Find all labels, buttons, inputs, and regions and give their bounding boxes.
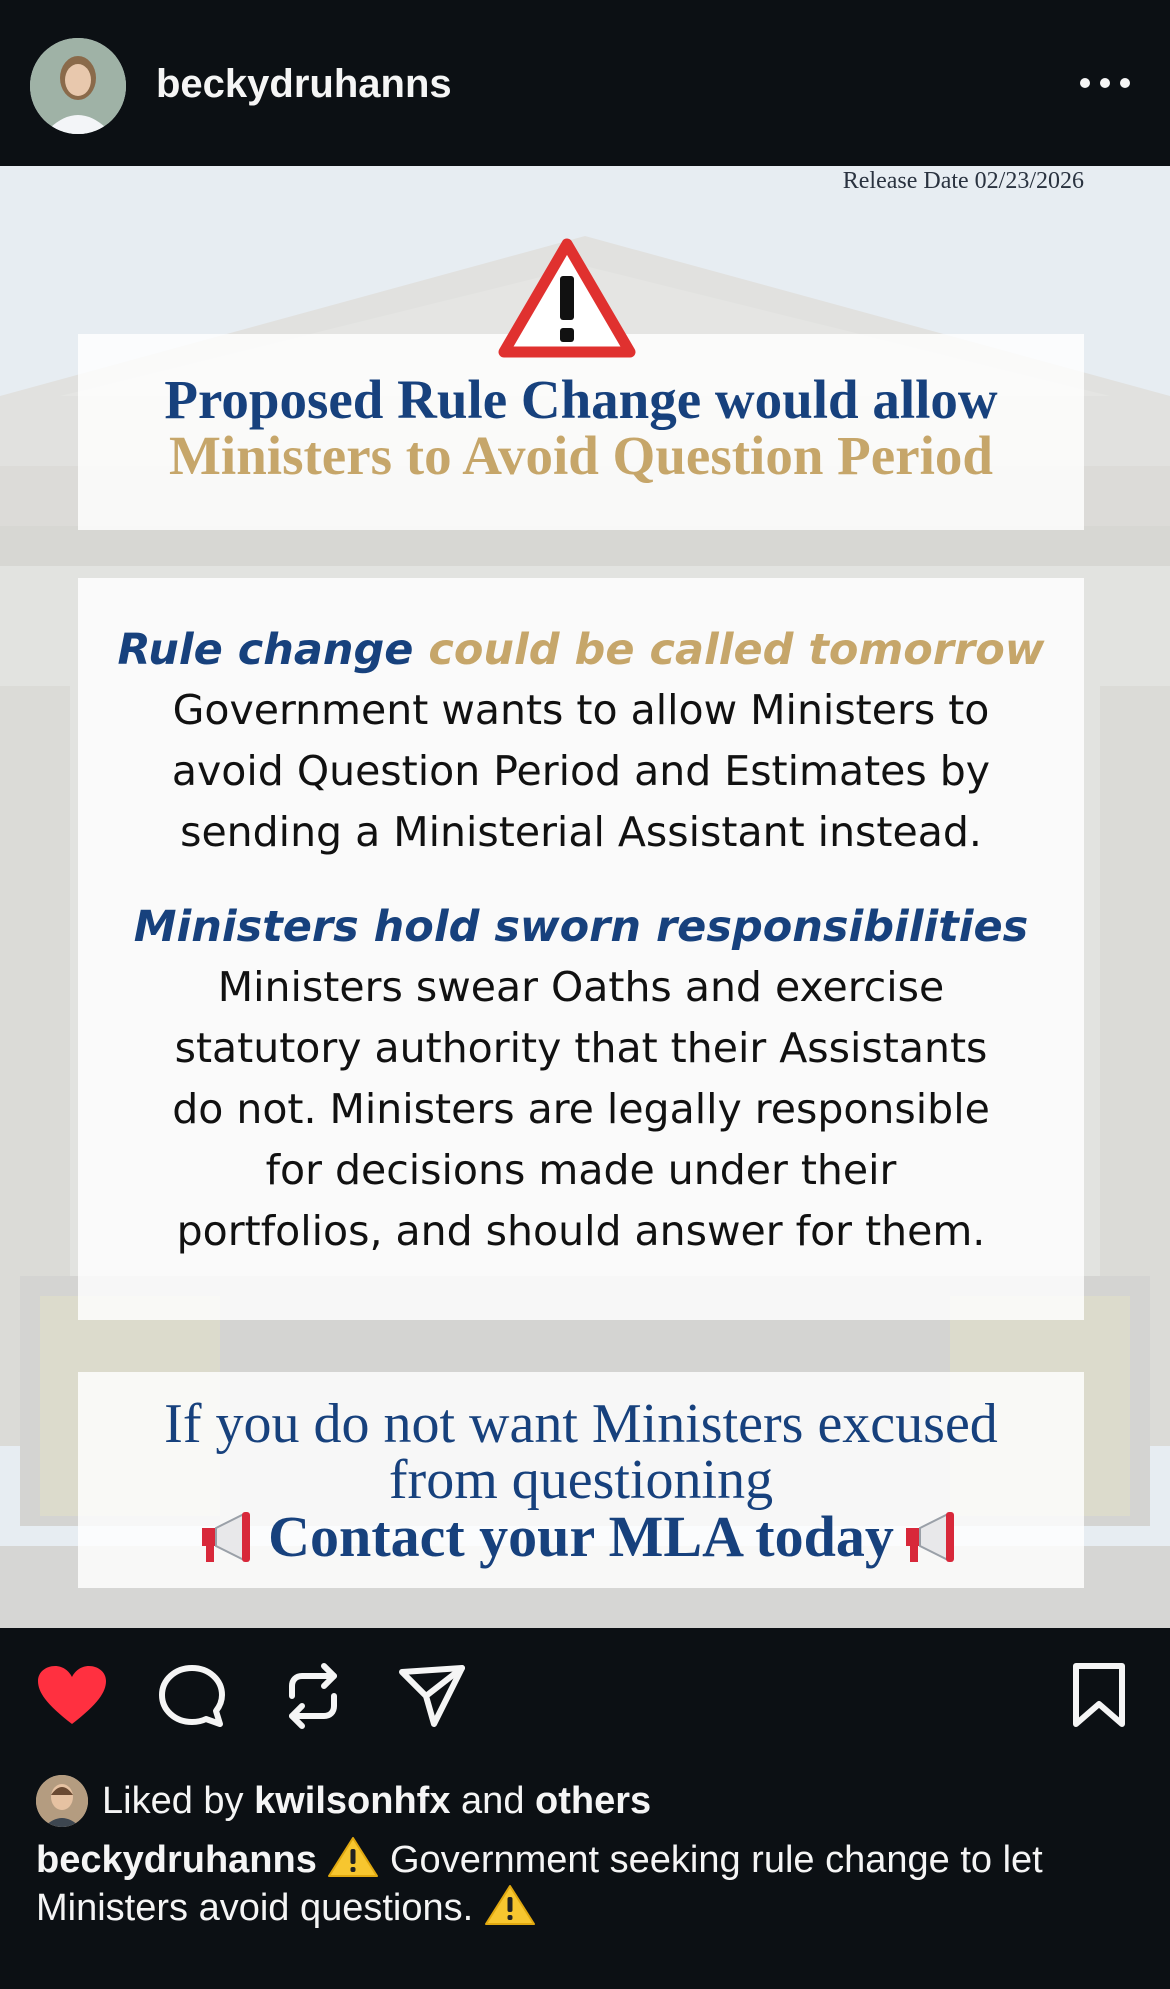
likes-user[interactable]: kwilsonhfx	[254, 1779, 451, 1822]
bookmark-icon[interactable]	[1070, 1662, 1128, 1730]
warning-emoji-icon	[484, 1884, 536, 1926]
caption-username[interactable]: beckydruhanns	[36, 1839, 317, 1881]
share-icon[interactable]	[398, 1664, 466, 1728]
section2-heading: Ministers hold sworn responsibilities	[133, 902, 1029, 952]
post-caption	[36, 1836, 1136, 1932]
section2-line: Ministers swear Oaths and exercise	[217, 963, 945, 1011]
post-header	[0, 38, 1170, 166]
status-bar	[0, 0, 1170, 39]
cta-line3: Contact your MLA today	[268, 1504, 894, 1569]
section1-heading-part1: Rule change	[117, 625, 414, 675]
action-bar	[0, 1628, 1170, 1760]
headline-box	[78, 334, 1084, 530]
section1-heading-part2: could be called tomorrow	[428, 625, 1045, 675]
headline-line2: Ministers to Avoid Question Period	[169, 425, 993, 486]
likes-summary[interactable]	[36, 1776, 651, 1826]
cta-line2: from questioning	[388, 1449, 774, 1511]
section1-line: avoid Question Period and Estimates by	[171, 747, 991, 795]
section2-line: portfolios, and should answer for them.	[176, 1207, 986, 1255]
megaphone-icon	[196, 1508, 262, 1566]
section2-line: statutory authority that their Assistants	[174, 1024, 988, 1072]
warning-emoji-icon	[327, 1836, 379, 1878]
post-image[interactable]	[0, 166, 1170, 1628]
likes-prefix: Liked by	[102, 1779, 244, 1822]
username[interactable]: beckydruhanns	[156, 62, 452, 106]
comment-icon[interactable]	[158, 1664, 226, 1730]
section-ministers	[78, 897, 1084, 1262]
section-rule-change	[78, 620, 1084, 863]
warning-triangle-icon	[498, 236, 636, 360]
cta-line1: If you do not want Ministers excused	[164, 1393, 998, 1455]
avatar[interactable]	[30, 38, 126, 134]
liker-avatar[interactable]	[36, 1775, 88, 1827]
more-icon[interactable]	[1075, 68, 1135, 98]
section2-line: for decisions made under their	[265, 1146, 897, 1194]
likes-middle: and	[461, 1779, 525, 1822]
call-to-action-box	[78, 1372, 1084, 1588]
section1-line: sending a Ministerial Assistant instead.	[180, 808, 982, 856]
section2-line: do not. Ministers are legally responsible	[172, 1085, 990, 1133]
section1-line: Government wants to allow Ministers to	[172, 686, 990, 734]
likes-others[interactable]: others	[535, 1779, 652, 1822]
release-date: Release Date 02/23/2026	[842, 168, 1084, 194]
repost-icon[interactable]	[282, 1662, 344, 1730]
megaphone-icon	[900, 1508, 966, 1566]
info-box	[78, 578, 1084, 1320]
headline-line1: Proposed Rule Change would allow	[164, 369, 998, 430]
caption-text: Government seeking rule change to let Ministers avoid questions.	[36, 1839, 1043, 1929]
heart-icon[interactable]	[36, 1664, 108, 1728]
